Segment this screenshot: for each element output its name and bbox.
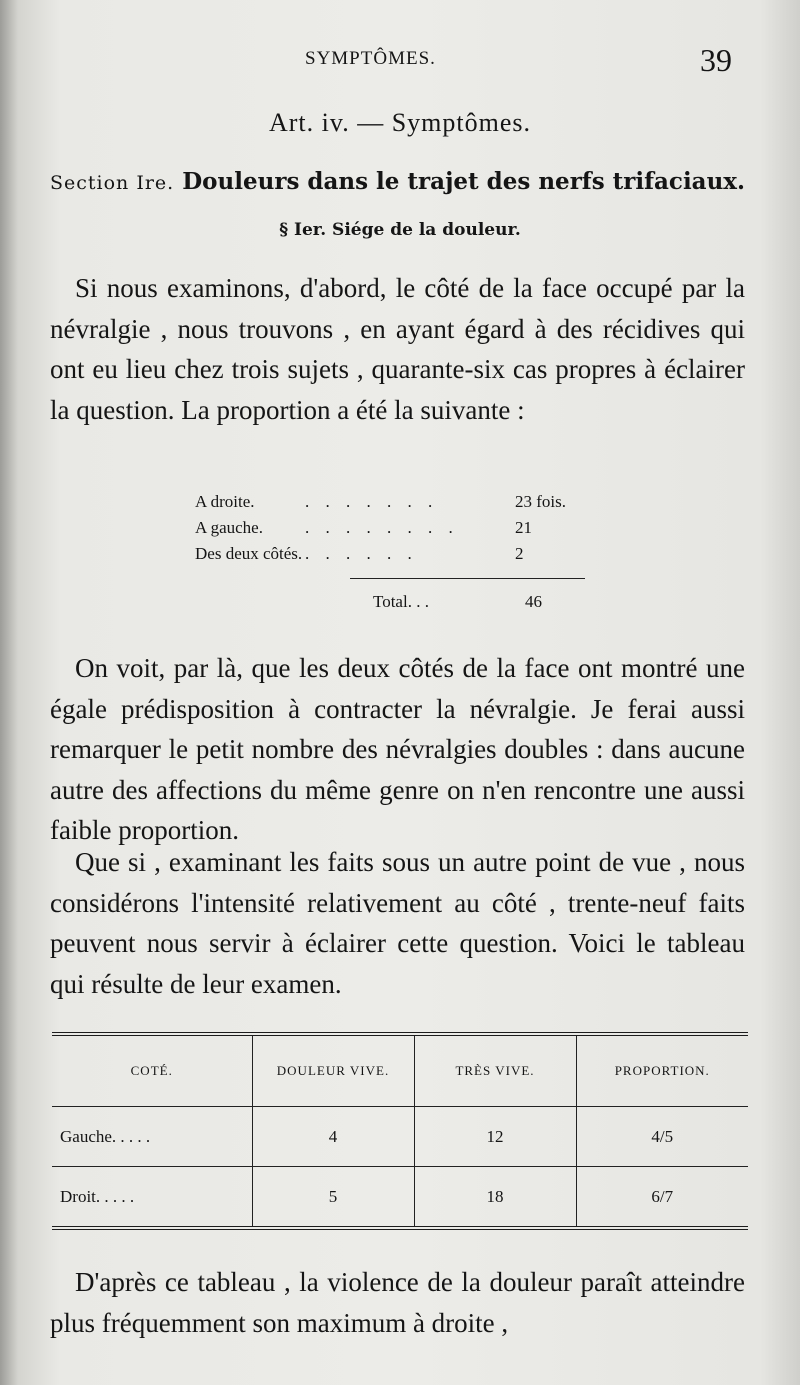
section-title: Douleurs dans le trajet des nerfs trifaciaux.	[182, 168, 746, 195]
column-header: PROPORTION.	[576, 1034, 748, 1107]
running-title: SYMPTÔMES.	[305, 48, 436, 69]
table-cell: 5	[252, 1167, 414, 1229]
paragraph-2	[50, 648, 745, 851]
count-row	[195, 544, 595, 570]
table-cell: 12	[414, 1107, 576, 1167]
count-label: A gauche.	[195, 518, 263, 537]
paragraph-4	[50, 1262, 745, 1343]
count-value: 21	[515, 518, 532, 537]
count-value: 23 fois.	[515, 492, 566, 511]
table-cell: 18	[414, 1167, 576, 1229]
total-value: 46	[525, 592, 542, 611]
table-cell: Droit. . . . .	[60, 1186, 135, 1206]
column-header: TRÈS VIVE.	[414, 1034, 576, 1107]
total-label: Total. . .	[373, 592, 429, 611]
section-label: Section Ire.	[50, 172, 175, 194]
count-label: Des deux côtés.	[195, 544, 303, 563]
column-header: COTÉ.	[52, 1034, 252, 1107]
sum-rule	[350, 578, 585, 579]
table-row	[52, 1107, 748, 1167]
total-row	[373, 592, 542, 612]
section-heading	[50, 168, 770, 195]
count-row	[195, 492, 595, 518]
paragraph-3	[50, 842, 745, 1004]
count-value: 2	[515, 544, 524, 563]
article-heading: Art. iv. — Symptômes.	[269, 108, 531, 137]
side-counts-list	[195, 492, 595, 611]
table-row	[52, 1167, 748, 1229]
page-number: 39	[700, 42, 732, 78]
table-cell: 6/7	[576, 1167, 748, 1229]
intensity-table	[52, 1032, 748, 1230]
paragraph-1	[50, 268, 745, 430]
table-cell: 4	[252, 1107, 414, 1167]
leader-dots: . . . . . . .	[305, 492, 439, 511]
table-header-row	[52, 1034, 748, 1107]
table-cell: Gauche. . . . .	[52, 1107, 252, 1167]
subsection-heading: § Ier. Siége de la douleur.	[279, 220, 521, 240]
leader-dots: . . . . . .	[305, 544, 418, 563]
paragraph-4-text: D'après ce tableau , la violence de la douleur paraît atteindre plus fréquemment son maximum à droite ,	[50, 1267, 745, 1338]
column-header: DOULEUR VIVE.	[252, 1034, 414, 1107]
table-cell: 4/5	[576, 1107, 748, 1167]
running-header	[0, 42, 800, 82]
count-row	[195, 518, 595, 544]
count-label: A droite.	[195, 492, 255, 511]
paragraph-3-text: Que si , examinant les faits sous un autre point de vue , nous considérons l'intensité relativement au côté , trente-neuf faits peuvent nous servir à éclairer cette question. Voici le tableau qui résulte de leur examen.	[50, 847, 745, 999]
paragraph-1-text: Si nous examinons, d'abord, le côté de la face occupé par la névralgie , nous trouvons , en ayant égard à des récidives qui ont eu lieu chez trois sujets , quarante-six cas propres à éclairer la question. La proportion a été la suivante :	[50, 273, 745, 425]
leader-dots: . . . . . . . .	[305, 518, 459, 537]
paragraph-2-text: On voit, par là, que les deux côtés de la face ont montré une égale prédisposition à contracter la névralgie. Je ferai aussi remarquer le petit nombre des névralgies doubles : dans aucune autre des affections du même genre on n'en rencontre une aussi faible proportion.	[50, 653, 745, 845]
